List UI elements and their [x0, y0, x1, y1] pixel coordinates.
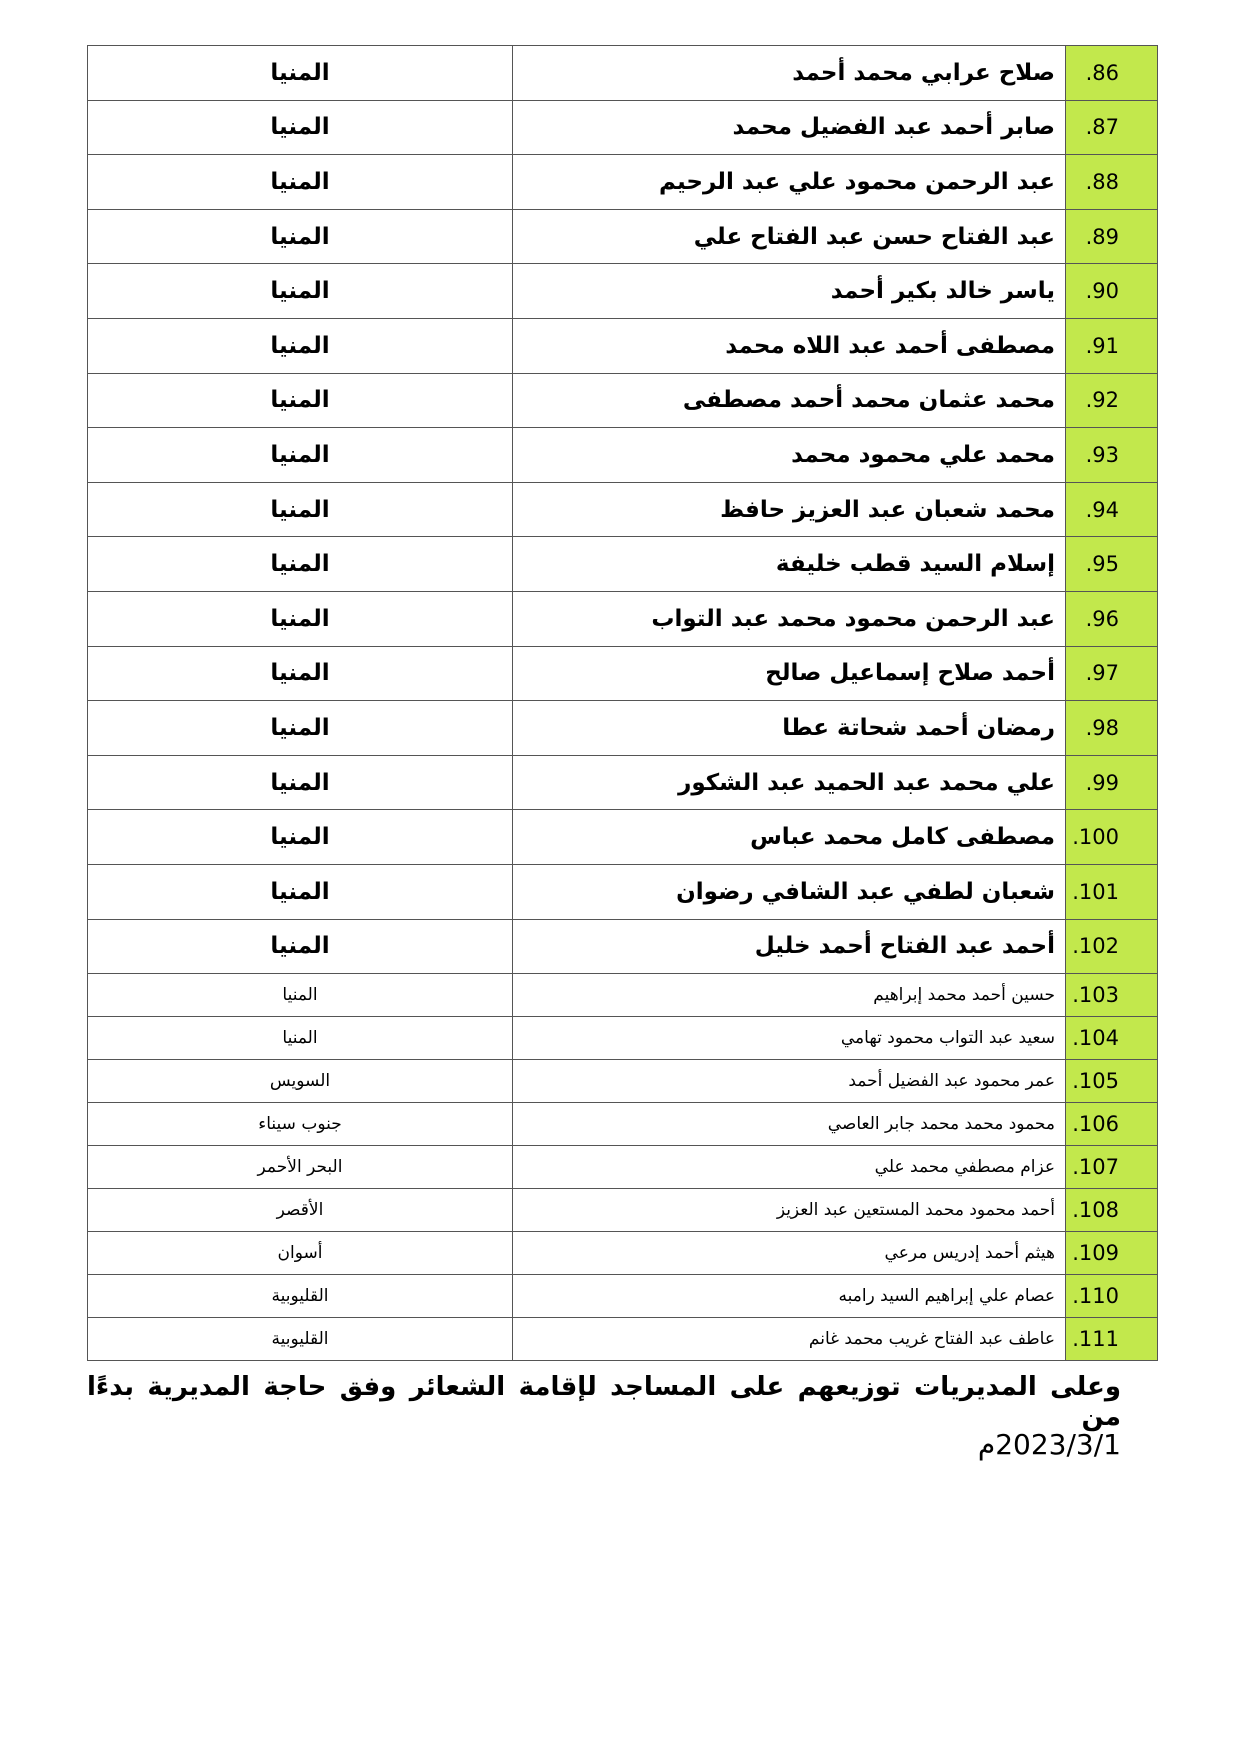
person-name: عبد الفتاح حسن عبد الفتاح علي: [513, 209, 1066, 264]
governorate: المنيا: [88, 646, 513, 701]
table-row: [88, 1017, 1158, 1060]
governorate: المنيا: [88, 46, 513, 101]
governorate: المنيا: [88, 919, 513, 974]
table-row: [88, 974, 1158, 1017]
person-name: محمد علي محمود محمد: [513, 428, 1066, 483]
governorate: الأقصر: [88, 1189, 513, 1232]
governorate: المنيا: [88, 701, 513, 756]
governorate: السويس: [88, 1060, 513, 1103]
governorate: المنيا: [88, 974, 513, 1017]
person-name: أحمد عبد الفتاح أحمد خليل: [513, 919, 1066, 974]
row-number: 100.: [1066, 810, 1158, 865]
row-number: 91.: [1066, 318, 1158, 373]
person-name: محمد شعبان عبد العزيز حافظ: [513, 482, 1066, 537]
table-row: [88, 864, 1158, 919]
row-number: 97.: [1066, 646, 1158, 701]
table-row: [88, 646, 1158, 701]
governorate: المنيا: [88, 864, 513, 919]
governorate: المنيا: [88, 428, 513, 483]
governorate: المنيا: [88, 209, 513, 264]
governorate: المنيا: [88, 318, 513, 373]
table-row: [88, 155, 1158, 210]
row-number: 90.: [1066, 264, 1158, 319]
governorate: القليوبية: [88, 1275, 513, 1318]
table-row: [88, 482, 1158, 537]
governorate: المنيا: [88, 100, 513, 155]
governorate: المنيا: [88, 537, 513, 592]
table-row: [88, 46, 1158, 101]
governorate: المنيا: [88, 155, 513, 210]
governorate: البحر الأحمر: [88, 1146, 513, 1189]
person-name: إسلام السيد قطب خليفة: [513, 537, 1066, 592]
person-name: سعيد عبد التواب محمود تهامي: [513, 1017, 1066, 1060]
governorate: القليوبية: [88, 1318, 513, 1361]
row-number: 106.: [1066, 1103, 1158, 1146]
table-row: [88, 428, 1158, 483]
table-row: [88, 209, 1158, 264]
person-name: محمود محمد محمد جابر العاصي: [513, 1103, 1066, 1146]
table-row: [88, 701, 1158, 756]
row-number: 107.: [1066, 1146, 1158, 1189]
governorate: المنيا: [88, 1017, 513, 1060]
start-date: 2023/3/1م: [977, 1428, 1121, 1461]
person-name: مصطفى أحمد عبد اللاه محمد: [513, 318, 1066, 373]
row-number: 108.: [1066, 1189, 1158, 1232]
table-row: [88, 264, 1158, 319]
row-number: 93.: [1066, 428, 1158, 483]
table-row: [88, 1232, 1158, 1275]
person-name: عبد الرحمن محمود علي عبد الرحيم: [513, 155, 1066, 210]
person-name: شعبان لطفي عبد الشافي رضوان: [513, 864, 1066, 919]
person-name: هيثم أحمد إدريس مرعي: [513, 1232, 1066, 1275]
row-number: 96.: [1066, 591, 1158, 646]
table-row: [88, 919, 1158, 974]
table-row: [88, 537, 1158, 592]
person-name: مصطفى كامل محمد عباس: [513, 810, 1066, 865]
row-number: 109.: [1066, 1232, 1158, 1275]
row-number: 89.: [1066, 209, 1158, 264]
table-row: [88, 1275, 1158, 1318]
person-name: حسين أحمد محمد إبراهيم: [513, 974, 1066, 1017]
table-row: [88, 1103, 1158, 1146]
row-number: 92.: [1066, 373, 1158, 428]
person-name: رمضان أحمد شحاتة عطا: [513, 701, 1066, 756]
row-number: 103.: [1066, 974, 1158, 1017]
row-number: 101.: [1066, 864, 1158, 919]
governorate: المنيا: [88, 264, 513, 319]
governorate: جنوب سيناء: [88, 1103, 513, 1146]
distribution-note: وعلى المديريات توزيعهم على المساجد لإقامة الشعائر وفق حاجة المديرية بدءًا من: [87, 1372, 1121, 1432]
person-name: عصام علي إبراهيم السيد رامبه: [513, 1275, 1066, 1318]
person-name: أحمد صلاح إسماعيل صالح: [513, 646, 1066, 701]
row-number: 88.: [1066, 155, 1158, 210]
row-number: 95.: [1066, 537, 1158, 592]
row-number: 110.: [1066, 1275, 1158, 1318]
row-number: 105.: [1066, 1060, 1158, 1103]
governorate: المنيا: [88, 755, 513, 810]
row-number: 98.: [1066, 701, 1158, 756]
table-row: [88, 1060, 1158, 1103]
names-table: [87, 45, 1158, 1361]
governorate: المنيا: [88, 373, 513, 428]
row-number: 102.: [1066, 919, 1158, 974]
table-row: [88, 100, 1158, 155]
governorate: أسوان: [88, 1232, 513, 1275]
row-number: 99.: [1066, 755, 1158, 810]
row-number: 111.: [1066, 1318, 1158, 1361]
table-row: [88, 318, 1158, 373]
person-name: عاطف عبد الفتاح غريب محمد غانم: [513, 1318, 1066, 1361]
row-number: 104.: [1066, 1017, 1158, 1060]
table-row: [88, 591, 1158, 646]
person-name: أحمد محمود محمد المستعين عبد العزيز: [513, 1189, 1066, 1232]
person-name: عبد الرحمن محمود محمد عبد التواب: [513, 591, 1066, 646]
person-name: علي محمد عبد الحميد عبد الشكور: [513, 755, 1066, 810]
table-row: [88, 810, 1158, 865]
row-number: 86.: [1066, 46, 1158, 101]
person-name: ياسر خالد بكير أحمد: [513, 264, 1066, 319]
table-row: [88, 1318, 1158, 1361]
governorate: المنيا: [88, 810, 513, 865]
person-name: محمد عثمان محمد أحمد مصطفى: [513, 373, 1066, 428]
person-name: عزام مصطفي محمد علي: [513, 1146, 1066, 1189]
table-row: [88, 1146, 1158, 1189]
row-number: 94.: [1066, 482, 1158, 537]
person-name: صابر أحمد عبد الفضيل محمد: [513, 100, 1066, 155]
governorate: المنيا: [88, 482, 513, 537]
governorate: المنيا: [88, 591, 513, 646]
table-row: [88, 1189, 1158, 1232]
person-name: عمر محمود عبد الفضيل أحمد: [513, 1060, 1066, 1103]
table-row: [88, 755, 1158, 810]
person-name: صلاح عرابي محمد أحمد: [513, 46, 1066, 101]
table-row: [88, 373, 1158, 428]
row-number: 87.: [1066, 100, 1158, 155]
